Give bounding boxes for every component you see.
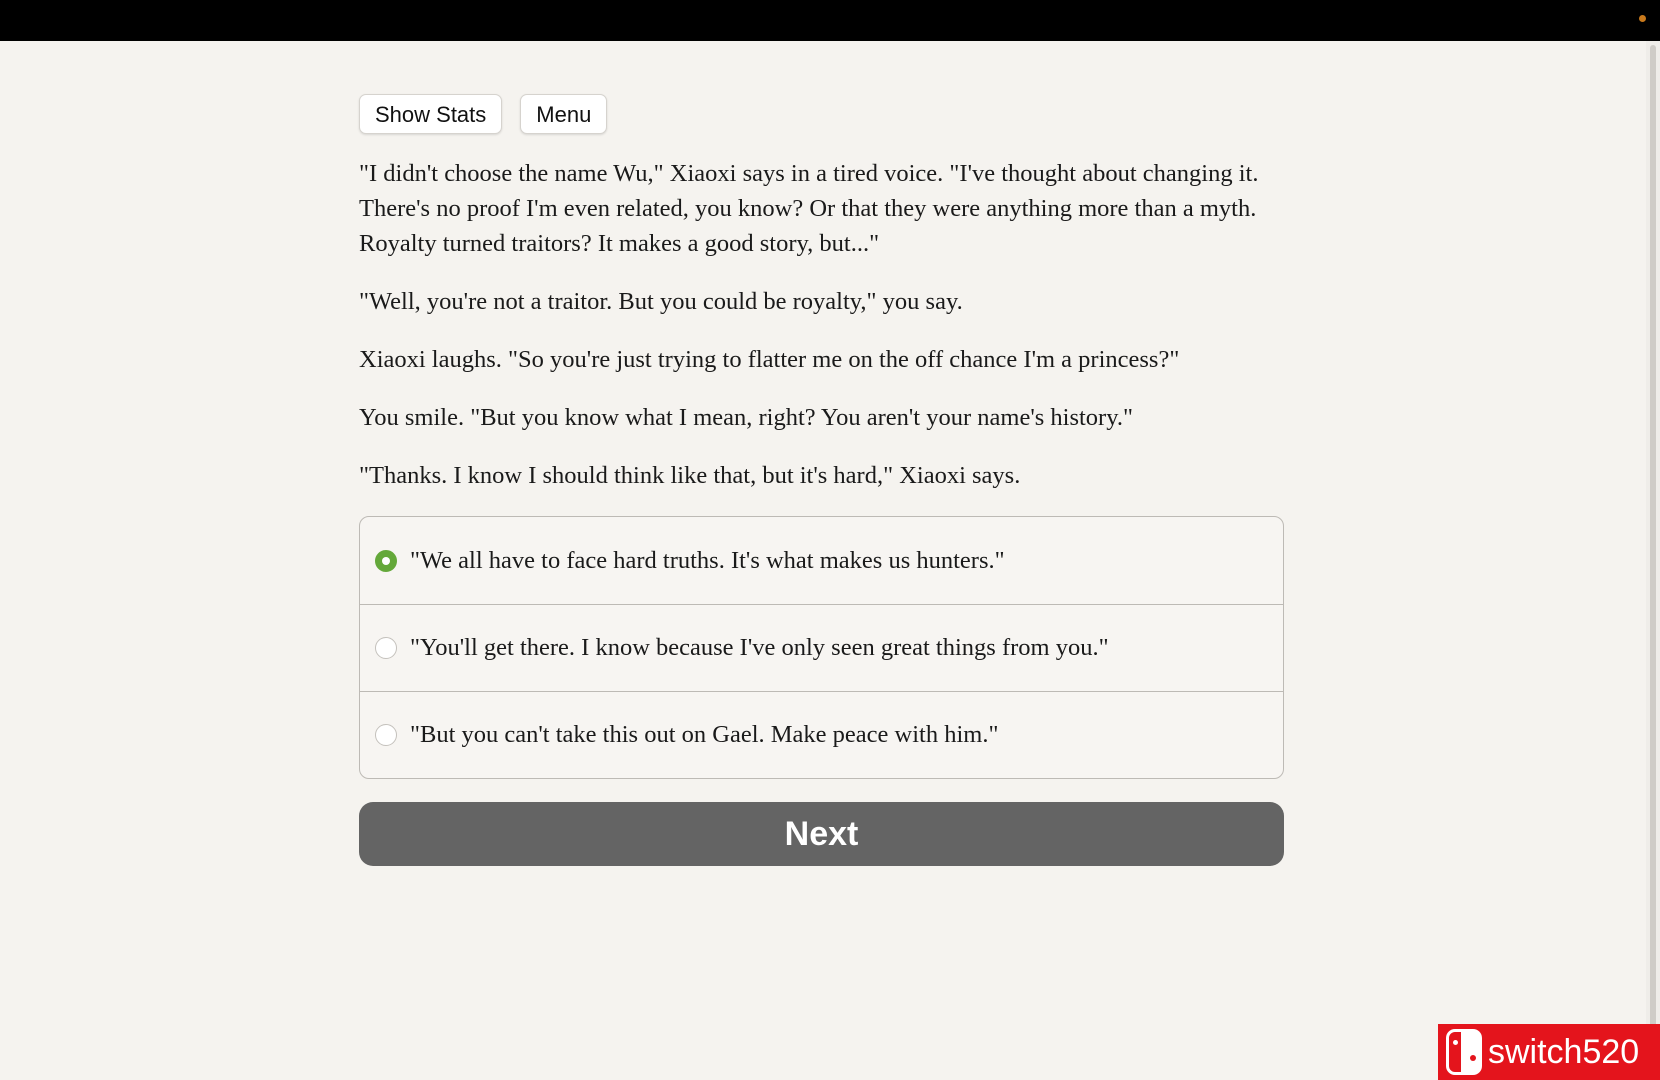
story-paragraph: "Thanks. I know I should think like that, but it's hard," Xiaoxi says. xyxy=(359,462,1021,489)
switch-logo-icon xyxy=(1442,1027,1486,1077)
choice-option-2[interactable] xyxy=(360,604,1283,691)
choice-label: "But you can't take this out on Gael. Make peace with him." xyxy=(410,721,999,748)
show-stats-button[interactable]: Show Stats xyxy=(359,94,502,134)
watermark xyxy=(1438,1024,1660,1080)
menu-button[interactable]: Menu xyxy=(520,94,607,134)
choice-list xyxy=(359,516,1284,779)
story-paragraph: Xiaoxi laughs. "So you're just trying to flatter me on the off chance I'm a princess?" xyxy=(359,346,1180,373)
choice-option-3[interactable] xyxy=(360,691,1283,778)
story-paragraph: "I didn't choose the name Wu," Xiaoxi says in a tired voice. "I've thought about changing it. There's no proof I'm even related, you know? Or that they were anything more than a myth. Royalty turned traitors? It makes a good story, but..." xyxy=(359,160,1259,257)
story-paragraph: "Well, you're not a traitor. But you could be royalty," you say. xyxy=(359,288,963,315)
scrollbar[interactable] xyxy=(1646,41,1660,1080)
status-dot-icon xyxy=(1639,15,1646,22)
watermark-text: switch520 xyxy=(1488,1032,1640,1071)
scrollbar-thumb[interactable] xyxy=(1650,45,1656,1045)
choice-option-1[interactable] xyxy=(360,517,1283,604)
toolbar xyxy=(359,94,1284,134)
next-button[interactable]: Next xyxy=(359,802,1284,866)
choice-label: "You'll get there. I know because I've only seen great things from you." xyxy=(410,634,1109,661)
choice-label: "We all have to face hard truths. It's what makes us hunters." xyxy=(410,546,1005,574)
radio-button[interactable] xyxy=(375,550,397,572)
radio-button[interactable] xyxy=(375,637,397,659)
story-text xyxy=(359,156,1284,493)
game-content xyxy=(359,94,1284,866)
story-paragraph: You smile. "But you know what I mean, right? You aren't your name's history." xyxy=(359,404,1133,431)
radio-button[interactable] xyxy=(375,724,397,746)
top-bar xyxy=(0,0,1660,41)
